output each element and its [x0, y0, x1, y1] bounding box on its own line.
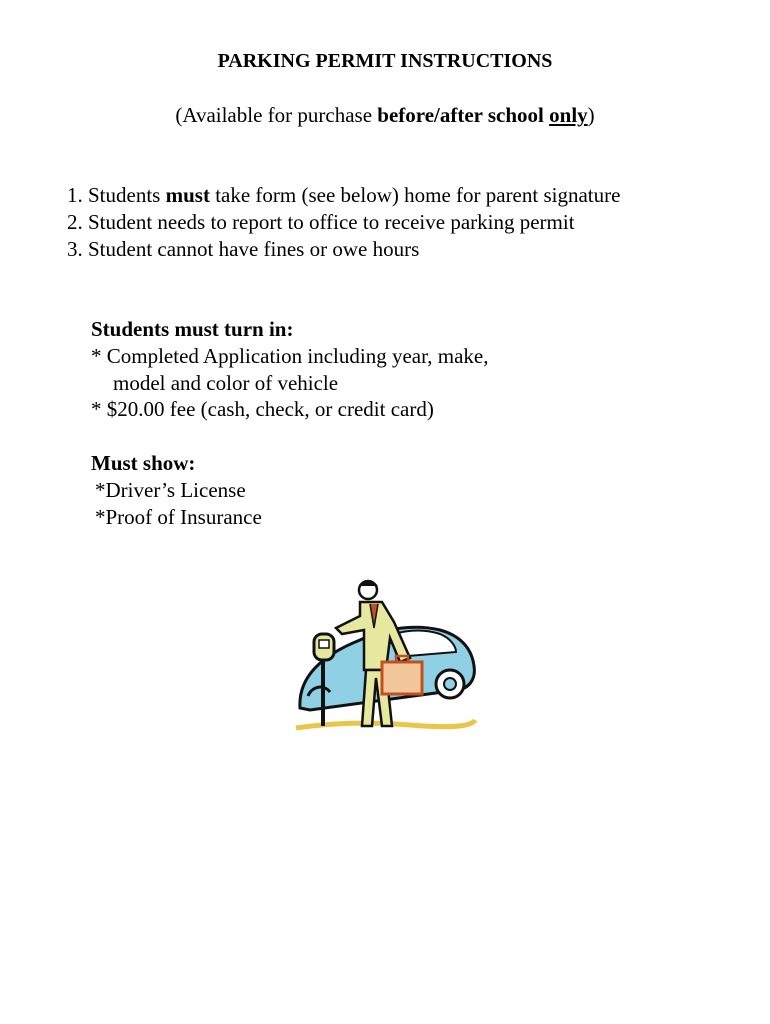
step-emphasis: must — [165, 183, 210, 207]
step-1 — [67, 185, 620, 206]
step-text: Student cannot have fines or owe hours — [82, 237, 420, 261]
meter-window — [319, 640, 329, 648]
page-title: PARKING PERMIT INSTRUCTIONS — [217, 50, 553, 72]
car-hubcap — [444, 678, 456, 690]
briefcase — [382, 662, 422, 694]
availability-open: (Available for purchase — [175, 103, 378, 127]
must-show-item: *Driver’s License — [95, 478, 246, 502]
step-number: 2. — [67, 210, 83, 234]
step-number: 1. — [67, 183, 83, 207]
availability-bold: before/after school — [377, 103, 550, 127]
step-text: take form (see below) home for parent signature — [209, 183, 621, 207]
availability-note — [0, 105, 770, 126]
turn-in-item: * Completed Application including year, make, — [91, 344, 489, 368]
step-text: Student needs to report to office to receive parking permit — [82, 210, 575, 234]
step-text: Students — [82, 183, 166, 207]
turn-in-item: * $20.00 fee (cash, check, or credit card) — [91, 397, 434, 421]
clipart-svg — [290, 578, 480, 733]
step-3 — [67, 239, 419, 260]
must-show-item: *Proof of Insurance — [95, 505, 262, 529]
man-at-parking-meter-illustration — [290, 578, 480, 733]
availability-close: ) — [587, 103, 595, 127]
turn-in-item-continued: model and color of vehicle — [113, 371, 339, 395]
step-number: 3. — [67, 237, 83, 261]
must-show-heading: Must show: — [91, 451, 196, 475]
availability-only: only — [549, 103, 588, 127]
turn-in-heading: Students must turn in: — [91, 317, 294, 341]
step-2 — [67, 212, 575, 233]
